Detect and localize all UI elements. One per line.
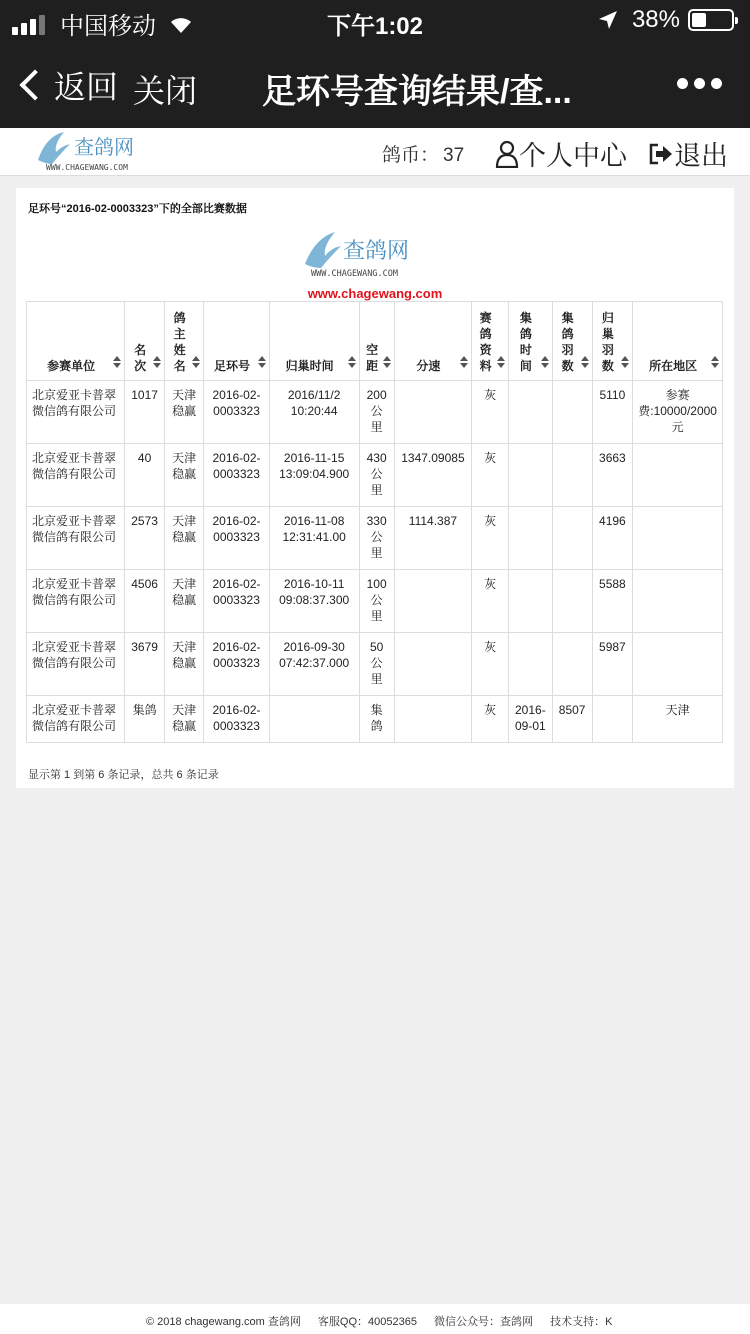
table-cell: 灰 — [472, 696, 509, 743]
more-button[interactable] — [671, 78, 722, 89]
table-cell — [552, 633, 592, 696]
sort-icon — [153, 356, 161, 368]
table-cell: 5987 — [592, 633, 633, 696]
table-row — [27, 633, 723, 696]
page-title: 足环号查询结果/查... — [262, 73, 572, 111]
table-cell: 2016-02-0003323 — [204, 633, 269, 696]
table-row — [27, 444, 723, 507]
content-logo — [301, 230, 451, 280]
table-cell: 天津 — [633, 696, 723, 743]
table-cell: 8507 — [552, 696, 592, 743]
table-cell: 3679 — [125, 633, 165, 696]
table-cell: 40 — [125, 444, 165, 507]
table-cell: 5110 — [592, 381, 633, 444]
personal-center-label: 个人中心 — [519, 141, 627, 171]
chevron-left-icon — [19, 69, 50, 100]
table-cell: 1347.09085 — [394, 444, 472, 507]
column-header[interactable] — [508, 302, 552, 381]
column-header[interactable] — [592, 302, 633, 381]
table-cell: 5588 — [592, 570, 633, 633]
table-cell — [394, 381, 472, 444]
status-time: 下午1:02 — [326, 13, 424, 40]
table-cell: 天津稳赢 — [164, 570, 203, 633]
site-header — [0, 128, 750, 176]
table-cell — [508, 507, 552, 570]
column-header[interactable] — [472, 302, 509, 381]
results-table — [26, 301, 723, 743]
table-cell: 灰 — [472, 381, 509, 444]
table-cell: 北京爱亚卡普翠微信鸽有限公司 — [27, 381, 125, 444]
table-cell — [552, 570, 592, 633]
battery-percent: 38% — [631, 6, 680, 33]
table-cell — [552, 507, 592, 570]
table-row — [27, 570, 723, 633]
logo-text: 查鸽网 — [74, 135, 134, 159]
table-cell: 2016-02-0003323 — [204, 507, 269, 570]
table-cell: 2016/11/2 10:20:44 — [269, 381, 359, 444]
close-button[interactable]: 关闭 — [133, 73, 198, 109]
table-cell: 1114.387 — [394, 507, 472, 570]
sort-icon — [113, 356, 121, 368]
footer-support: 技术支持：K — [550, 1316, 613, 1328]
column-label: 归巢时间 — [285, 359, 334, 373]
table-cell: 2016-09-01 — [508, 696, 552, 743]
table-cell: 4196 — [592, 507, 633, 570]
table-row — [27, 696, 723, 743]
table-cell: 50公里 — [359, 633, 394, 696]
table-cell: 2016-02-0003323 — [204, 570, 269, 633]
table-cell: 2016-02-0003323 — [204, 696, 269, 743]
table-cell — [633, 444, 723, 507]
column-header[interactable] — [552, 302, 592, 381]
page-footer — [0, 1304, 750, 1334]
table-cell: 1017 — [125, 381, 165, 444]
content-logo-text: 查鸽网 — [343, 239, 410, 264]
table-cell: 2016-02-0003323 — [204, 381, 269, 444]
table-cell — [394, 570, 472, 633]
table-cell: 2016-02-0003323 — [204, 444, 269, 507]
column-label: 名次 — [134, 343, 147, 373]
table-row — [27, 381, 723, 444]
table-cell: 灰 — [472, 444, 509, 507]
sort-icon — [541, 356, 549, 368]
table-cell: 天津稳赢 — [164, 444, 203, 507]
column-header[interactable] — [204, 302, 269, 381]
sort-icon — [711, 356, 719, 368]
carrier-label: 中国移动 — [60, 13, 156, 40]
dot-icon — [711, 78, 722, 89]
table-cell: 参赛费:10000/2000元 — [633, 381, 723, 444]
footer-copyright: © 2018 chagewang.com 查鸽网 — [146, 1316, 301, 1328]
table-cell: 灰 — [472, 507, 509, 570]
table-cell — [508, 444, 552, 507]
table-cell: 天津稳赢 — [164, 381, 203, 444]
sort-icon — [621, 356, 629, 368]
dot-icon — [694, 78, 705, 89]
column-label: 鸽主姓名 — [173, 311, 186, 373]
coins-display — [382, 140, 464, 167]
column-header[interactable] — [27, 302, 125, 381]
column-label: 足环号 — [214, 359, 251, 373]
table-cell: 天津稳赢 — [164, 633, 203, 696]
table-cell: 北京爱亚卡普翠微信鸽有限公司 — [27, 633, 125, 696]
column-header[interactable] — [394, 302, 472, 381]
table-cell: 2016-10-11 09:08:37.300 — [269, 570, 359, 633]
table-cell: 200公里 — [359, 381, 394, 444]
status-bar — [0, 0, 750, 40]
sort-icon — [348, 356, 356, 368]
table-cell — [508, 633, 552, 696]
battery-icon — [688, 9, 734, 31]
nav-bar — [0, 40, 750, 128]
user-icon — [495, 140, 519, 168]
column-label: 归巢羽数 — [601, 311, 614, 373]
column-label: 参赛单位 — [47, 359, 96, 373]
column-header[interactable] — [269, 302, 359, 381]
table-cell: 100公里 — [359, 570, 394, 633]
table-cell: 430公里 — [359, 444, 394, 507]
table-cell: 2573 — [125, 507, 165, 570]
table-cell — [633, 570, 723, 633]
column-header[interactable] — [125, 302, 165, 381]
table-cell — [552, 381, 592, 444]
table-cell — [508, 570, 552, 633]
table-cell: 天津稳赢 — [164, 696, 203, 743]
table-cell: 灰 — [472, 570, 509, 633]
content-logo-sub: WWW.CHAGEWANG.COM — [311, 269, 398, 279]
table-cell: 集鸽 — [359, 696, 394, 743]
coins-value: 37 — [443, 145, 465, 166]
location-arrow-icon — [598, 10, 618, 30]
table-cell — [394, 696, 472, 743]
table-cell: 北京爱亚卡普翠微信鸽有限公司 — [27, 570, 125, 633]
personal-center-link[interactable] — [495, 134, 627, 173]
column-label: 分速 — [416, 359, 441, 373]
column-label: 集鸽时间 — [519, 311, 532, 373]
column-label: 赛鸽资料 — [479, 311, 492, 373]
back-label: 返回 — [54, 69, 119, 105]
sort-icon — [383, 356, 391, 368]
site-url: www.chagewang.com — [307, 286, 443, 301]
table-row — [27, 507, 723, 570]
table-cell: 北京爱亚卡普翠微信鸽有限公司 — [27, 507, 125, 570]
table-cell: 4506 — [125, 570, 165, 633]
sort-icon — [258, 356, 266, 368]
logout-link[interactable] — [648, 134, 728, 173]
column-label: 所在地区 — [649, 359, 698, 373]
logout-label: 退出 — [674, 141, 728, 171]
sort-icon — [581, 356, 589, 368]
table-cell — [633, 507, 723, 570]
column-header[interactable] — [164, 302, 203, 381]
results-caption: 足环号“2016-02-0003323”下的全部比赛数据 — [28, 203, 247, 215]
logo-sub: WWW.CHAGEWANG.COM — [46, 163, 128, 172]
table-cell: 灰 — [472, 633, 509, 696]
results-card — [16, 188, 734, 788]
table-header-row — [27, 302, 723, 381]
coins-label: 鸽币： — [382, 145, 440, 166]
table-cell: 2016-11-08 12:31:41.00 — [269, 507, 359, 570]
battery-fill — [692, 13, 706, 27]
table-cell: 3663 — [592, 444, 633, 507]
table-cell — [552, 444, 592, 507]
table-cell: 2016-09-30 07:42:37.000 — [269, 633, 359, 696]
table-cell: 330公里 — [359, 507, 394, 570]
column-label: 空距 — [366, 343, 379, 373]
column-header[interactable] — [359, 302, 394, 381]
table-cell — [592, 696, 633, 743]
sort-icon — [460, 356, 468, 368]
table-cell: 2016-11-15 13:09:04.900 — [269, 444, 359, 507]
table-cell: 集鸽 — [125, 696, 165, 743]
column-header[interactable] — [633, 302, 723, 381]
back-button[interactable] — [18, 62, 118, 108]
footer-qq: 客服QQ：40052365 — [317, 1316, 417, 1328]
pagination-info: 显示第 1 到第 6 条记录，总共 6 条记录 — [28, 769, 219, 781]
table-cell: 北京爱亚卡普翠微信鸽有限公司 — [27, 696, 125, 743]
table-cell: 北京爱亚卡普翠微信鸽有限公司 — [27, 444, 125, 507]
table-cell — [269, 696, 359, 743]
column-label: 集鸽羽数 — [561, 311, 574, 373]
footer-wechat: 微信公众号：查鸽网 — [434, 1316, 534, 1328]
table-cell — [394, 633, 472, 696]
site-logo[interactable] — [34, 130, 174, 174]
sign-out-icon — [648, 142, 674, 166]
sort-icon — [192, 356, 200, 368]
table-cell — [508, 381, 552, 444]
sort-icon — [497, 356, 505, 368]
dot-icon — [677, 78, 688, 89]
table-cell: 天津稳赢 — [164, 507, 203, 570]
table-cell — [633, 633, 723, 696]
